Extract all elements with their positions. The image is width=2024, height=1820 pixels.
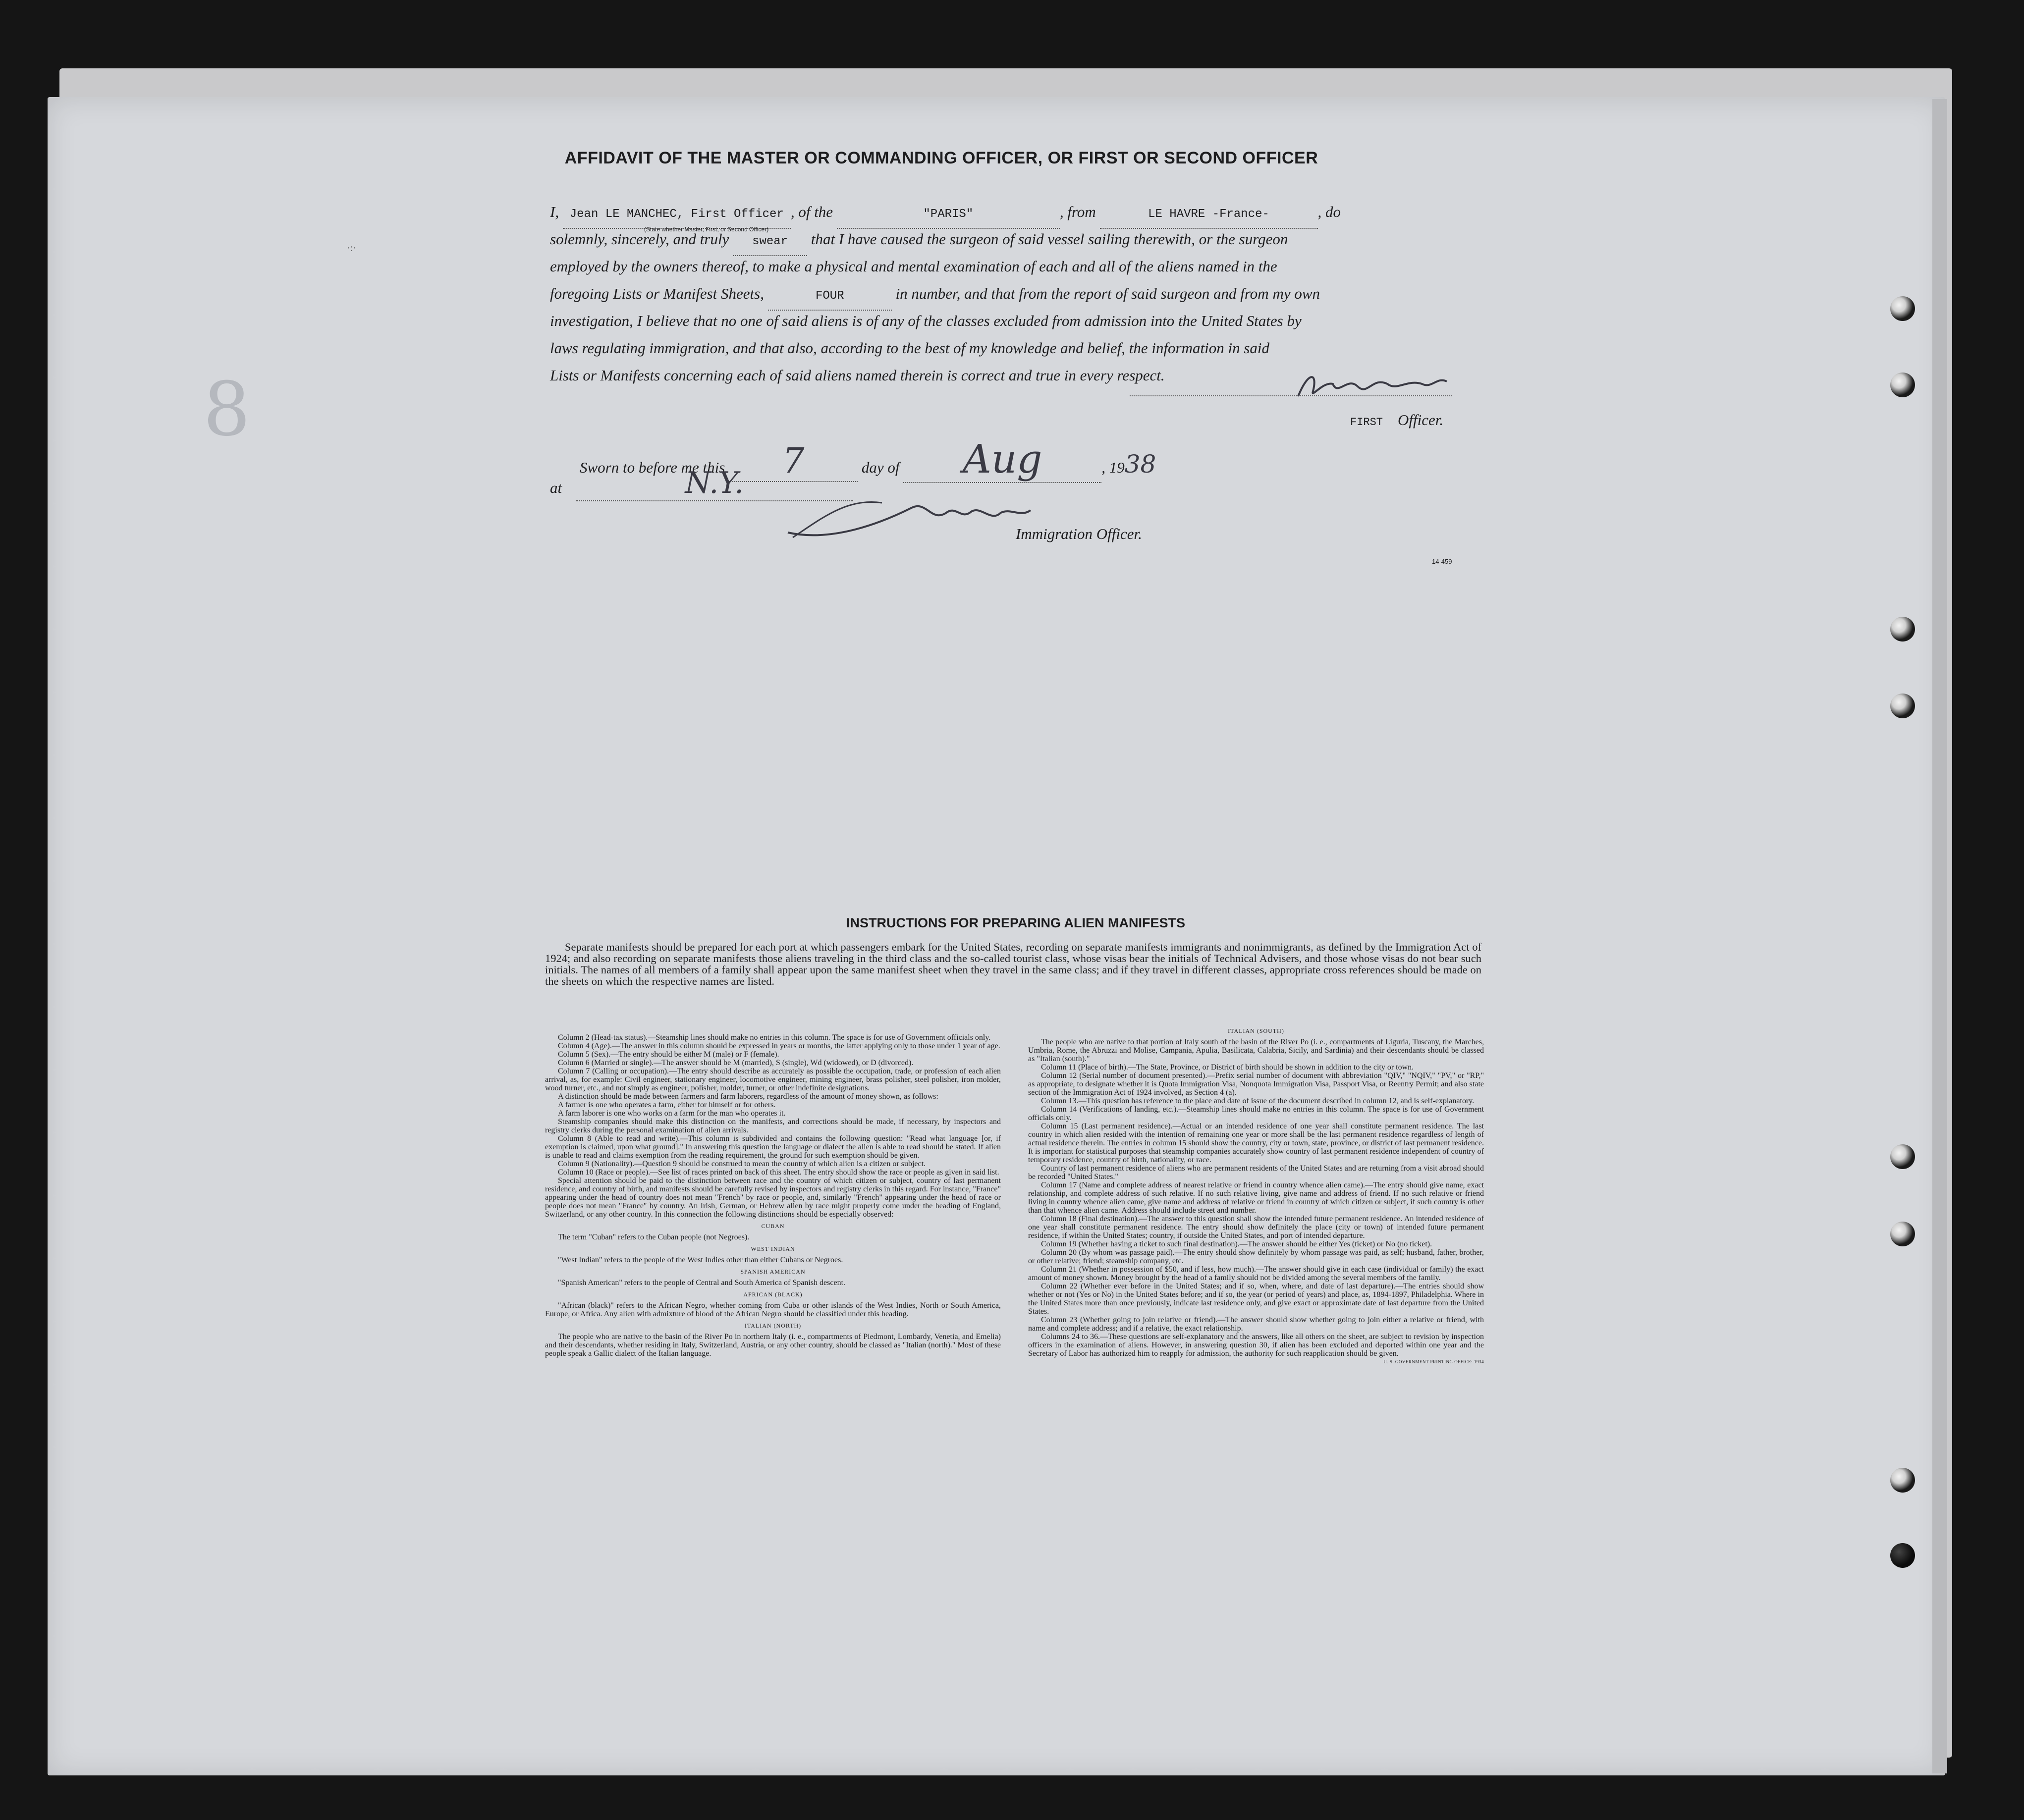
affidavit-line-1 — [550, 198, 1486, 233]
paragraph: Column 19 (Whether having a ticket to such final destination).—The answer should be either Yes (ticket) or No (no ticket). — [1041, 1240, 1432, 1248]
paragraph: Column 18 (Final destination).—The answer to this question shall show the intended future permanent residence. An intended residence of one year shall constitute permanent residence. The entry should show definitely the place (city or town) of intended future permanent residence, if within the United States; country, if outside the United States, and port of intended departure. — [1028, 1215, 1484, 1240]
affidavit-line-5: investigation, I believe that no one of said aliens is of any of the classes excluded from admission into the United States by — [550, 312, 1302, 329]
paragraph: Column 2 (Head-tax status).—Steamship lines should make no entries in this column. The space is for use of Government officials only. — [558, 1033, 991, 1042]
sworn-day-field: 7 — [729, 440, 858, 482]
section-heading: ITALIAN (NORTH) — [744, 1322, 802, 1329]
margin-sheet-number: 8 — [203, 367, 251, 453]
text: in number, and that from the report of said surgeon and from my own — [895, 285, 1320, 302]
text: solemnly, sincerely, and truly — [550, 230, 729, 248]
printer-imprint: U. S. GOVERNMENT PRINTING OFFICE: 1934 — [1383, 1359, 1484, 1364]
paragraph: Column 22 (Whether ever before in the United States; and if so, when, where, and date of last departure).—The entries should show whether or not (Yes or No) in the United States before; and if so, the year (or period of years) and place, as, 1894-1897, Philadelphia. Where in the United States more than once previously, indicate last residence only, and give exact or approximate date of last departure from the United States. — [1028, 1282, 1484, 1316]
place-field: N.Y. — [576, 466, 853, 501]
paragraph: Column 12 (Serial number of document presented).—Prefix serial number of document with abbreviation "QIV," "NQIV," "PV," or "RP," as appropriate, to designate whether it is Quota Immigration Visa, Nonquota Immigration Visa, Passport Visa, or Reentry Permit; and also state section of the Immigration Act of 1924 involved, as Section 4 (a). — [1028, 1071, 1484, 1097]
oath-field: swear — [733, 228, 807, 256]
binder-hole-icon — [1890, 1222, 1915, 1246]
paragraph: Columns 24 to 36.—These questions are self-explanatory and the answers, like all others on the sheet, are subject to revision by inspection officers in the examination of aliens. However, in answering question 30, if alien has been excluded and deported within one year and the Secretary of Labor has authorized him to reapply for admission, the authority for such reapplication should be given. — [1028, 1333, 1484, 1358]
officer-rank-label — [1350, 411, 1443, 429]
text: , 19 — [1101, 459, 1125, 476]
paragraph: A distinction should be made between farmers and farm laborers, regardless of the amount of money shown, as follows: — [558, 1092, 938, 1101]
sheet-count-field: FOUR — [768, 282, 892, 311]
page-edge — [1932, 99, 1947, 1773]
paragraph: Column 7 (Calling or occupation).—The entry should describe as accurately as possible the occupation, trade, or profession of each alien arrival, as, for example: Civil engineer, stationary engineer, locomotive engineer, mining engineer, brass polisher, steel polisher, iron molder, wood turner, etc., and not simply as engineer, polisher, molder, turner, or other indefinite designations. — [545, 1067, 1001, 1092]
binder-hole-icon — [1890, 1468, 1915, 1493]
section-heading: CUBAN — [761, 1223, 785, 1230]
affidavit-line-2 — [550, 225, 1486, 253]
text: day of — [861, 459, 900, 476]
section-heading: SPANISH AMERICAN — [740, 1268, 806, 1275]
text: , do — [1317, 203, 1341, 220]
instructions-intro: Separate manifests should be prepared for each port at which passengers embark for the United States, recording on separate manifests immigrants and nonimmigrants, as defined by the Immigration Act of 1924; and also recording on separate manifests those aliens traveling in the third class and the so-called tourist class, whose visas bear the initials of Technical Advisers, and those whose visas do not bear such initials. The names of all members of a family shall appear upon the same manifest sheet when they travel in the same class; and if they travel in different classes, appropriate cross references should be made on the sheets on which the respective names are listed. — [545, 941, 1481, 987]
paragraph: The people who are native to that portion of Italy south of the basin of the River Po (i. e., compartments of Liguria, Tuscany, the Marches, Umbria, Rome, the Abruzzi and Molise, Campania, Apulia, Basilicata, Calabria, Sicily, and Sardinia) and their descendants should be classed as "Italian (south)." — [1028, 1038, 1484, 1063]
paragraph: Special attention should be paid to the distinction between race and the country of which citizen or subject, country of last permanent residence, and country of birth, and manifests should be carefully revised by inspectors and registry clerks in this regard. For instance, "France" appearing under the head of country does not mean "French" by race or people, and, similarly "French" appearing under the head of race or people does not mean "France" by country. An Irish, German, or Hebrew alien by race might properly come under the heading of England, Switzerland, or any other country. In this connection the following distinctions should be especially observed: — [545, 1177, 1001, 1219]
text: , of the — [790, 203, 833, 220]
sworn-year-field: 38 — [1124, 450, 1156, 479]
paragraph: Column 6 (Married or single).—The answer should be M (married), S (single), Wd (widowed), or D (divorced). — [558, 1059, 914, 1067]
immigration-officer-signature — [773, 488, 1050, 547]
text: Officer. — [1398, 411, 1444, 428]
paragraph: "West Indian" refers to the people of the West Indies other than either Cubans or Negroes. — [558, 1256, 843, 1264]
paragraph: Column 11 (Place of birth).—The State, Province, or District of birth should be shown in addition to the city or town. — [1041, 1063, 1414, 1071]
stray-mark: ·:· — [347, 243, 356, 254]
binder-hole-icon — [1890, 296, 1915, 321]
port-field: LE HAVRE -France- — [1100, 201, 1318, 229]
paragraph: "Spanish American" refers to the people of Central and South America of Spanish descent. — [558, 1279, 846, 1287]
officer-signature — [1288, 362, 1457, 406]
vessel-name-field: "PARIS" — [837, 201, 1060, 229]
paragraph: Column 17 (Name and complete address of nearest relative or friend in country whence alien came).—The entry should give name, exact relationship, and complete address of such relative. If no such relative living, give name and address of friend. If no such relative or friend living in country whence alien came, give name and address of relative or friend in country of which citizen or subject, if such country is other than that whence alien came. Address should include street and number. — [1028, 1181, 1484, 1215]
paragraph: Column 8 (Able to read and write).—This column is subdivided and contains the following question: "Read what language [or, if exemption is claimed, upon what ground]." In answering this question the language or dialect the alien is able to read should be stated. If alien is unable to read and claims exemption from the reading requirement, the ground for such exemption should be given. — [545, 1134, 1001, 1160]
text: that I have caused the surgeon of said vessel sailing therewith, or the surgeon — [811, 230, 1288, 248]
paragraph: A farmer is one who operates a farm, either for himself or for others. — [558, 1101, 776, 1109]
section-heading: AFRICAN (BLACK) — [743, 1291, 803, 1298]
affidavit-line-4 — [550, 280, 1486, 307]
paragraph: Column 20 (By whom was passage paid).—The entry should show definitely by whom passage was paid, as self; husband, father, brother, or other relative; friend; steamship company, etc. — [1028, 1248, 1484, 1265]
paragraph: The term "Cuban" refers to the Cuban people (not Negroes). — [558, 1233, 750, 1241]
text: Sworn to before me this — [580, 459, 725, 476]
paragraph: Column 4 (Age).—The answer in this column should be expressed in years or months, the latter applying only to those under 1 year of age. — [558, 1042, 1000, 1050]
immigration-officer-label: Immigration Officer. — [1016, 525, 1142, 542]
text: , from — [1059, 203, 1096, 220]
instructions-title: INSTRUCTIONS FOR PREPARING ALIEN MANIFESTS — [846, 915, 1186, 930]
paragraph: Column 21 (Whether in possession of $50, and if less, how much).—The answer should give in each case (individual or family) the exact amount of money shown. Money brought by the head of a family should not be divided among the several members of the family. — [1028, 1265, 1484, 1282]
paragraph: Column 14 (Verifications of landing, etc.).—Steamship lines should make no entries in this column. The space is for use of Government officials only. — [1028, 1105, 1484, 1122]
binder-hole-icon — [1890, 617, 1915, 642]
paragraph: Steamship companies should make this distinction on the manifests, and corrections should be made, if necessary, by inspectors and registry clerks during the personal examination of alien arrivals. — [545, 1118, 1001, 1134]
paragraph: Column 9 (Nationality).—Question 9 should be construed to mean the country of which alien is a citizen or subject. — [558, 1160, 926, 1168]
officer-title-note: (State whether Master, First, or Second Officer) — [644, 226, 769, 233]
binder-hole-icon — [1890, 373, 1915, 397]
affidavit-line-3: employed by the owners thereof, to make a physical and mental examination of each and all of the aliens named in the — [550, 258, 1277, 275]
binder-hole-icon — [1890, 694, 1915, 718]
form-number: 14-459 — [1432, 558, 1452, 565]
affidavit-line-7: Lists or Manifests concerning each of said aliens named therein is correct and true in every respect. — [550, 367, 1165, 384]
text: at — [550, 479, 562, 496]
binder-hole-icon — [1890, 1543, 1915, 1568]
instructions-left-column — [545, 1033, 1001, 1358]
text: I, — [550, 203, 559, 220]
section-heading: ITALIAN (SOUTH) — [1228, 1027, 1284, 1034]
affidavit-line-6: laws regulating immigration, and that also, according to the best of my knowledge and belief, the information in said — [550, 339, 1270, 357]
section-heading: WEST INDIAN — [751, 1245, 795, 1252]
affidavit-title: AFFIDAVIT OF THE MASTER OR COMMANDING OFFICER, OR FIRST OR SECOND OFFICER — [564, 149, 1318, 167]
binder-hole-icon — [1890, 1144, 1915, 1169]
paragraph: Column 5 (Sex).—The entry should be either M (male) or F (female). — [558, 1050, 779, 1059]
instructions-right-column — [1028, 1023, 1484, 1366]
paragraph: The people who are native to the basin of the River Po in northern Italy (i. e., compartments of Piedmont, Lombardy, Venetia, and Emelia) and their descendants, whether residing in Italy, Switzerland, Austria, or any other country, should be classed as "Italian (north)." Most of these people speak a Gallic dialect of the Italian language. — [545, 1333, 1001, 1358]
paragraph: Column 10 (Race or people).—See list of races printed on back of this sheet. The entry should show the race or people as given in said list. — [558, 1168, 999, 1177]
sworn-month-field: Aug — [903, 436, 1101, 483]
paragraph: Column 13.—This question has reference to the place and date of issue of the document described in column 12, and is self-explanatory. — [1041, 1097, 1475, 1105]
affidavit-body — [550, 198, 1486, 389]
paragraph: A farm laborer is one who works on a farm for the man who operates it. — [558, 1109, 786, 1118]
paragraph: Column 15 (Last permanent residence).—Actual or an intended residence of one year shall constitute permanent residence. The last country in which alien resided with the intention of remaining one year or more shall be the last permanent residence regardless of length of actual residence therein. The entries in column 15 should show the country, city or town, state, province, or district of last permanent residence. It is important for statistical purposes that steamship companies accurately show country of last permanent residence independent of country of temporary residence, country of birth, nationality, or race. — [1028, 1122, 1484, 1164]
paragraph: Column 23 (Whether going to join relative or friend).—The answer should show whether going to join either a relative or friend, with name and complete address; and if a relative, the exact relationship. — [1028, 1316, 1484, 1333]
officer-name-field: Jean LE MANCHEC, First Officer — [563, 201, 791, 229]
paragraph: "African (black)" refers to the African Negro, whether coming from Cuba or other islands of the West Indies, North or South America, Europe, or Africa. Any alien with admixture of blood of the African Negro should be classified under this heading. — [545, 1301, 1001, 1318]
paragraph: Country of last permanent residence of aliens who are permanent residents of the United States and are returning from a visit abroad should be recorded "United States." — [1028, 1164, 1484, 1181]
text: foregoing Lists or Manifest Sheets, — [550, 285, 764, 302]
officer-rank-field: FIRST — [1350, 416, 1383, 428]
